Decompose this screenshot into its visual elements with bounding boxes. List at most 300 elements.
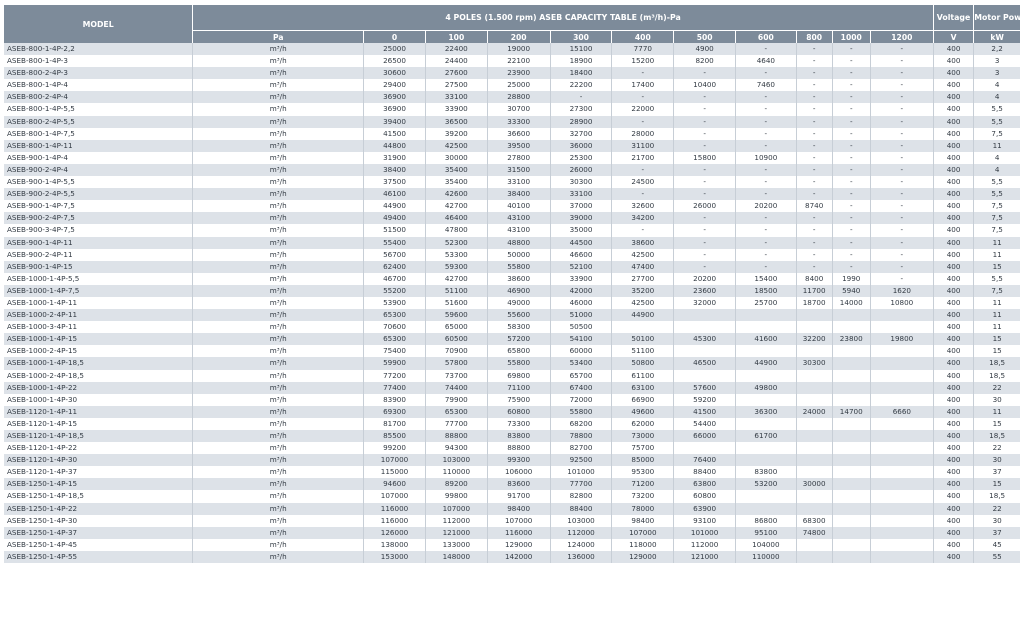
model-cell: ASEB-1000-1-4P-15 xyxy=(4,333,193,345)
airflow-cell: 47400 xyxy=(612,261,674,273)
airflow-cell xyxy=(796,454,832,466)
airflow-cell: 23600 xyxy=(674,285,736,297)
airflow-cell: - xyxy=(870,79,933,91)
model-cell: ASEB-900-1-4P-5,5 xyxy=(4,176,193,188)
voltage-cell: 400 xyxy=(933,67,973,79)
power-cell: 7,5 xyxy=(974,200,1020,212)
airflow-cell: 54100 xyxy=(550,333,612,345)
airflow-cell: - xyxy=(736,67,797,79)
airflow-cell: 76400 xyxy=(674,454,736,466)
airflow-cell: 33900 xyxy=(550,273,612,285)
airflow-cell xyxy=(870,321,933,333)
table-row xyxy=(4,237,1020,249)
airflow-cell: 25000 xyxy=(364,43,426,55)
airflow-cell: 58300 xyxy=(487,321,550,333)
airflow-cell: - xyxy=(870,91,933,103)
airflow-cell: 59600 xyxy=(425,309,487,321)
unit-cell: m³/h xyxy=(193,91,364,103)
airflow-cell: 38600 xyxy=(612,237,674,249)
power-cell: 18,5 xyxy=(974,357,1020,369)
power-cell: 5,5 xyxy=(974,116,1020,128)
airflow-cell: - xyxy=(736,128,797,140)
airflow-cell: 55600 xyxy=(487,309,550,321)
header-power-unit: kW xyxy=(974,31,1020,44)
table-row xyxy=(4,164,1020,176)
unit-cell: m³/h xyxy=(193,116,364,128)
table-body xyxy=(4,43,1020,563)
airflow-cell: 112000 xyxy=(674,539,736,551)
power-cell: 7,5 xyxy=(974,128,1020,140)
model-cell: ASEB-900-2-4P-4 xyxy=(4,164,193,176)
airflow-cell: 41600 xyxy=(736,333,797,345)
model-cell: ASEB-900-1-4P-7,5 xyxy=(4,200,193,212)
airflow-cell: 36900 xyxy=(364,103,426,115)
airflow-cell: - xyxy=(796,249,832,261)
voltage-cell: 400 xyxy=(933,515,973,527)
airflow-cell xyxy=(832,539,870,551)
airflow-cell: 62000 xyxy=(612,418,674,430)
airflow-cell: 30300 xyxy=(796,357,832,369)
airflow-cell: 39500 xyxy=(487,140,550,152)
airflow-cell: - xyxy=(870,200,933,212)
airflow-cell: - xyxy=(796,116,832,128)
voltage-cell: 400 xyxy=(933,224,973,236)
model-cell: ASEB-1000-1-4P-11 xyxy=(4,297,193,309)
airflow-cell: - xyxy=(796,152,832,164)
model-cell: ASEB-800-1-4P-2,2 xyxy=(4,43,193,55)
voltage-cell: 400 xyxy=(933,188,973,200)
airflow-cell xyxy=(832,357,870,369)
airflow-cell: 27600 xyxy=(425,67,487,79)
voltage-cell: 400 xyxy=(933,370,973,382)
model-cell: ASEB-1250-1-4P-18,5 xyxy=(4,490,193,502)
airflow-cell: - xyxy=(736,261,797,273)
table-header xyxy=(4,5,1030,43)
power-cell: 7,5 xyxy=(974,212,1020,224)
airflow-cell: - xyxy=(870,128,933,140)
unit-cell: m³/h xyxy=(193,333,364,345)
airflow-cell: 35400 xyxy=(425,164,487,176)
airflow-cell: 107000 xyxy=(364,454,426,466)
airflow-cell: 19000 xyxy=(487,43,550,55)
airflow-cell: 41500 xyxy=(674,406,736,418)
model-cell: ASEB-1000-1-4P-22 xyxy=(4,382,193,394)
power-cell: 22 xyxy=(974,442,1020,454)
airflow-cell: 15800 xyxy=(674,152,736,164)
airflow-cell: 14000 xyxy=(832,297,870,309)
airflow-cell xyxy=(796,503,832,515)
airflow-cell: 51500 xyxy=(364,224,426,236)
airflow-cell: - xyxy=(674,237,736,249)
airflow-cell: 32700 xyxy=(550,128,612,140)
voltage-cell: 400 xyxy=(933,79,973,91)
airflow-cell: 8740 xyxy=(796,200,832,212)
airflow-cell: 115000 xyxy=(364,466,426,478)
airflow-cell: - xyxy=(832,43,870,55)
unit-cell: m³/h xyxy=(193,394,364,406)
airflow-cell: 46100 xyxy=(364,188,426,200)
airflow-cell: 104000 xyxy=(736,539,797,551)
airflow-cell: 42000 xyxy=(550,285,612,297)
airflow-cell: 21700 xyxy=(612,152,674,164)
airflow-cell: 42500 xyxy=(425,140,487,152)
airflow-cell: 133000 xyxy=(425,539,487,551)
airflow-cell: - xyxy=(736,249,797,261)
airflow-cell: 22000 xyxy=(612,103,674,115)
airflow-cell: 103000 xyxy=(550,515,612,527)
airflow-cell: 26500 xyxy=(364,55,426,67)
table-row xyxy=(4,466,1020,478)
airflow-cell: 60500 xyxy=(425,333,487,345)
airflow-cell: - xyxy=(674,140,736,152)
airflow-cell: - xyxy=(736,103,797,115)
power-cell: 11 xyxy=(974,297,1020,309)
airflow-cell: 25000 xyxy=(487,79,550,91)
power-cell: 4 xyxy=(974,164,1020,176)
table-row xyxy=(4,67,1020,79)
airflow-cell: - xyxy=(832,140,870,152)
airflow-cell: 10400 xyxy=(674,79,736,91)
header-title: 4 POLES (1.500 rpm) ASEB CAPACITY TABLE (m³/h)-Pa xyxy=(193,5,934,31)
airflow-cell: 43100 xyxy=(487,212,550,224)
airflow-cell xyxy=(870,394,933,406)
airflow-cell xyxy=(832,466,870,478)
airflow-cell xyxy=(832,309,870,321)
airflow-cell: 14700 xyxy=(832,406,870,418)
model-cell: ASEB-1000-2-4P-11 xyxy=(4,309,193,321)
power-cell: 4 xyxy=(974,79,1020,91)
airflow-cell: - xyxy=(832,224,870,236)
table-row xyxy=(4,188,1020,200)
airflow-cell: - xyxy=(674,91,736,103)
airflow-cell: - xyxy=(870,103,933,115)
airflow-cell: 32000 xyxy=(674,297,736,309)
airflow-cell: - xyxy=(832,237,870,249)
unit-cell: m³/h xyxy=(193,466,364,478)
table-row xyxy=(4,370,1020,382)
airflow-cell: 88800 xyxy=(425,430,487,442)
airflow-cell: 54400 xyxy=(674,418,736,430)
header-pressure: 0 xyxy=(364,31,426,44)
airflow-cell: 69800 xyxy=(487,370,550,382)
airflow-cell: - xyxy=(796,55,832,67)
airflow-cell: 75700 xyxy=(612,442,674,454)
airflow-cell: 73200 xyxy=(612,490,674,502)
airflow-cell: - xyxy=(674,128,736,140)
airflow-cell: 82700 xyxy=(550,442,612,454)
model-cell: ASEB-900-2-4P-11 xyxy=(4,249,193,261)
model-cell: ASEB-1250-1-4P-45 xyxy=(4,539,193,551)
airflow-cell: - xyxy=(612,188,674,200)
airflow-cell: - xyxy=(870,261,933,273)
table-row xyxy=(4,503,1020,515)
airflow-cell xyxy=(736,345,797,357)
airflow-cell: 88400 xyxy=(550,503,612,515)
airflow-cell: - xyxy=(674,249,736,261)
airflow-cell xyxy=(796,345,832,357)
table-row xyxy=(4,176,1020,188)
airflow-cell: 33900 xyxy=(425,103,487,115)
airflow-cell: 92500 xyxy=(550,454,612,466)
airflow-cell: 50000 xyxy=(487,249,550,261)
airflow-cell xyxy=(832,515,870,527)
airflow-cell: - xyxy=(870,249,933,261)
airflow-cell: 15400 xyxy=(736,273,797,285)
voltage-cell: 400 xyxy=(933,212,973,224)
unit-cell: m³/h xyxy=(193,551,364,563)
table-row xyxy=(4,430,1020,442)
airflow-cell xyxy=(736,370,797,382)
airflow-cell: - xyxy=(796,79,832,91)
voltage-cell: 400 xyxy=(933,442,973,454)
airflow-cell xyxy=(796,430,832,442)
unit-cell: m³/h xyxy=(193,140,364,152)
airflow-cell: 20200 xyxy=(736,200,797,212)
airflow-cell: 39000 xyxy=(550,212,612,224)
airflow-cell: 77700 xyxy=(425,418,487,430)
airflow-cell: 25700 xyxy=(736,297,797,309)
airflow-cell: 60800 xyxy=(487,406,550,418)
airflow-cell xyxy=(796,490,832,502)
airflow-cell: - xyxy=(612,67,674,79)
airflow-cell: - xyxy=(674,67,736,79)
capacity-table xyxy=(4,5,1030,563)
table-row xyxy=(4,43,1020,55)
airflow-cell: - xyxy=(832,261,870,273)
airflow-cell: - xyxy=(736,91,797,103)
airflow-cell: 63800 xyxy=(674,478,736,490)
airflow-cell: 99200 xyxy=(364,442,426,454)
power-cell: 18,5 xyxy=(974,370,1020,382)
airflow-cell: 110000 xyxy=(736,551,797,563)
airflow-cell: - xyxy=(832,249,870,261)
airflow-cell: 88400 xyxy=(674,466,736,478)
model-cell: ASEB-1000-1-4P-30 xyxy=(4,394,193,406)
airflow-cell: 50100 xyxy=(612,333,674,345)
airflow-cell xyxy=(870,539,933,551)
power-cell: 30 xyxy=(974,394,1020,406)
airflow-cell: 110000 xyxy=(425,466,487,478)
airflow-cell: - xyxy=(832,67,870,79)
airflow-cell: 55800 xyxy=(550,406,612,418)
airflow-cell xyxy=(796,551,832,563)
airflow-cell xyxy=(674,345,736,357)
header-pressure: 800 xyxy=(796,31,832,44)
airflow-cell: 20200 xyxy=(674,273,736,285)
airflow-cell xyxy=(832,430,870,442)
model-cell: ASEB-900-3-4P-7,5 xyxy=(4,224,193,236)
airflow-cell: 83900 xyxy=(364,394,426,406)
airflow-cell: - xyxy=(674,176,736,188)
airflow-cell: 28900 xyxy=(550,116,612,128)
power-cell: 15 xyxy=(974,345,1020,357)
table-row xyxy=(4,394,1020,406)
airflow-cell xyxy=(832,345,870,357)
airflow-cell: 126000 xyxy=(364,527,426,539)
airflow-cell: - xyxy=(870,188,933,200)
unit-cell: m³/h xyxy=(193,515,364,527)
power-cell: 3 xyxy=(974,67,1020,79)
airflow-cell: - xyxy=(736,188,797,200)
airflow-cell: 8200 xyxy=(674,55,736,67)
airflow-cell xyxy=(796,466,832,478)
airflow-cell: 22400 xyxy=(425,43,487,55)
airflow-cell: - xyxy=(832,79,870,91)
power-cell: 15 xyxy=(974,418,1020,430)
unit-cell: m³/h xyxy=(193,261,364,273)
airflow-cell: 38600 xyxy=(487,273,550,285)
model-cell: ASEB-1250-1-4P-15 xyxy=(4,478,193,490)
airflow-cell: 55800 xyxy=(487,261,550,273)
airflow-cell: 4900 xyxy=(674,43,736,55)
airflow-cell: - xyxy=(870,116,933,128)
airflow-cell xyxy=(870,466,933,478)
airflow-cell: 46600 xyxy=(550,249,612,261)
header-pa: Pa xyxy=(193,31,364,44)
model-cell: ASEB-900-1-4P-15 xyxy=(4,261,193,273)
table-row xyxy=(4,418,1020,430)
airflow-cell: 78000 xyxy=(612,503,674,515)
power-cell: 2,2 xyxy=(974,43,1020,55)
voltage-cell: 400 xyxy=(933,103,973,115)
airflow-cell: 43100 xyxy=(487,224,550,236)
model-cell: ASEB-1000-1-4P-18,5 xyxy=(4,357,193,369)
airflow-cell: 52300 xyxy=(425,237,487,249)
power-cell: 30 xyxy=(974,454,1020,466)
airflow-cell: 35200 xyxy=(612,285,674,297)
power-cell: 7,5 xyxy=(974,285,1020,297)
airflow-cell: 94600 xyxy=(364,478,426,490)
model-cell: ASEB-1120-1-4P-30 xyxy=(4,454,193,466)
power-cell: 37 xyxy=(974,466,1020,478)
power-cell: 4 xyxy=(974,91,1020,103)
airflow-cell: 153000 xyxy=(364,551,426,563)
airflow-cell xyxy=(832,382,870,394)
airflow-cell: 121000 xyxy=(425,527,487,539)
airflow-cell: 77700 xyxy=(550,478,612,490)
model-cell: ASEB-1250-1-4P-55 xyxy=(4,551,193,563)
airflow-cell: 30000 xyxy=(796,478,832,490)
airflow-cell: 83800 xyxy=(487,430,550,442)
airflow-cell: 22100 xyxy=(487,55,550,67)
airflow-cell xyxy=(674,370,736,382)
voltage-cell: 400 xyxy=(933,309,973,321)
unit-cell: m³/h xyxy=(193,406,364,418)
airflow-cell: 63100 xyxy=(612,382,674,394)
airflow-cell: 85000 xyxy=(612,454,674,466)
airflow-cell: 50800 xyxy=(612,357,674,369)
airflow-cell: 49800 xyxy=(736,382,797,394)
airflow-cell: 79900 xyxy=(425,394,487,406)
airflow-cell: 24400 xyxy=(425,55,487,67)
unit-cell: m³/h xyxy=(193,164,364,176)
airflow-cell: - xyxy=(736,140,797,152)
power-cell: 18,5 xyxy=(974,490,1020,502)
header-pressure: 200 xyxy=(487,31,550,44)
model-cell: ASEB-800-2-4P-3 xyxy=(4,67,193,79)
airflow-cell: 63900 xyxy=(674,503,736,515)
airflow-cell: - xyxy=(612,116,674,128)
airflow-cell: 7770 xyxy=(612,43,674,55)
airflow-cell: 65700 xyxy=(550,370,612,382)
airflow-cell xyxy=(870,551,933,563)
power-cell: 15 xyxy=(974,261,1020,273)
power-cell: 5,5 xyxy=(974,188,1020,200)
airflow-cell xyxy=(612,321,674,333)
airflow-cell: 31100 xyxy=(612,140,674,152)
airflow-cell: 103000 xyxy=(425,454,487,466)
airflow-cell: 36600 xyxy=(487,128,550,140)
airflow-cell: 31900 xyxy=(364,152,426,164)
airflow-cell: 42500 xyxy=(612,249,674,261)
airflow-cell: 77200 xyxy=(364,370,426,382)
header-pressure: 1200 xyxy=(870,31,933,44)
table-row xyxy=(4,224,1020,236)
airflow-cell: - xyxy=(612,91,674,103)
airflow-cell: 46500 xyxy=(674,357,736,369)
model-cell: ASEB-800-1-4P-11 xyxy=(4,140,193,152)
unit-cell: m³/h xyxy=(193,152,364,164)
header-model: MODEL xyxy=(4,5,193,43)
voltage-cell: 400 xyxy=(933,55,973,67)
airflow-cell: - xyxy=(736,224,797,236)
airflow-cell: 35000 xyxy=(550,224,612,236)
voltage-cell: 400 xyxy=(933,551,973,563)
airflow-cell: 83800 xyxy=(736,466,797,478)
airflow-cell: - xyxy=(870,140,933,152)
airflow-cell: 1620 xyxy=(870,285,933,297)
voltage-cell: 400 xyxy=(933,116,973,128)
model-cell: ASEB-800-1-4P-4 xyxy=(4,79,193,91)
airflow-cell: 42700 xyxy=(425,200,487,212)
airflow-cell: 68200 xyxy=(550,418,612,430)
airflow-cell: - xyxy=(736,212,797,224)
airflow-cell xyxy=(870,442,933,454)
unit-cell: m³/h xyxy=(193,285,364,297)
airflow-cell xyxy=(736,442,797,454)
header-pressure: 500 xyxy=(674,31,736,44)
airflow-cell: - xyxy=(612,164,674,176)
airflow-cell: 71100 xyxy=(487,382,550,394)
airflow-cell: - xyxy=(796,164,832,176)
airflow-cell: - xyxy=(832,55,870,67)
voltage-cell: 400 xyxy=(933,503,973,515)
table-row xyxy=(4,285,1020,297)
airflow-cell: 6660 xyxy=(870,406,933,418)
model-cell: ASEB-1250-1-4P-30 xyxy=(4,515,193,527)
airflow-cell: 98400 xyxy=(612,515,674,527)
airflow-cell: - xyxy=(796,224,832,236)
airflow-cell: 33100 xyxy=(550,188,612,200)
airflow-cell xyxy=(736,503,797,515)
airflow-cell: 36300 xyxy=(736,406,797,418)
airflow-cell: 91700 xyxy=(487,490,550,502)
table-row xyxy=(4,406,1020,418)
airflow-cell: - xyxy=(796,128,832,140)
unit-cell: m³/h xyxy=(193,103,364,115)
model-cell: ASEB-1120-1-4P-11 xyxy=(4,406,193,418)
model-cell: ASEB-900-2-4P-5,5 xyxy=(4,188,193,200)
airflow-cell: 60800 xyxy=(674,490,736,502)
airflow-cell: - xyxy=(832,152,870,164)
airflow-cell: - xyxy=(796,237,832,249)
airflow-cell: 61100 xyxy=(612,370,674,382)
airflow-cell: 73300 xyxy=(487,418,550,430)
airflow-cell xyxy=(832,478,870,490)
power-cell: 55 xyxy=(974,551,1020,563)
airflow-cell xyxy=(832,394,870,406)
airflow-cell: 49400 xyxy=(364,212,426,224)
